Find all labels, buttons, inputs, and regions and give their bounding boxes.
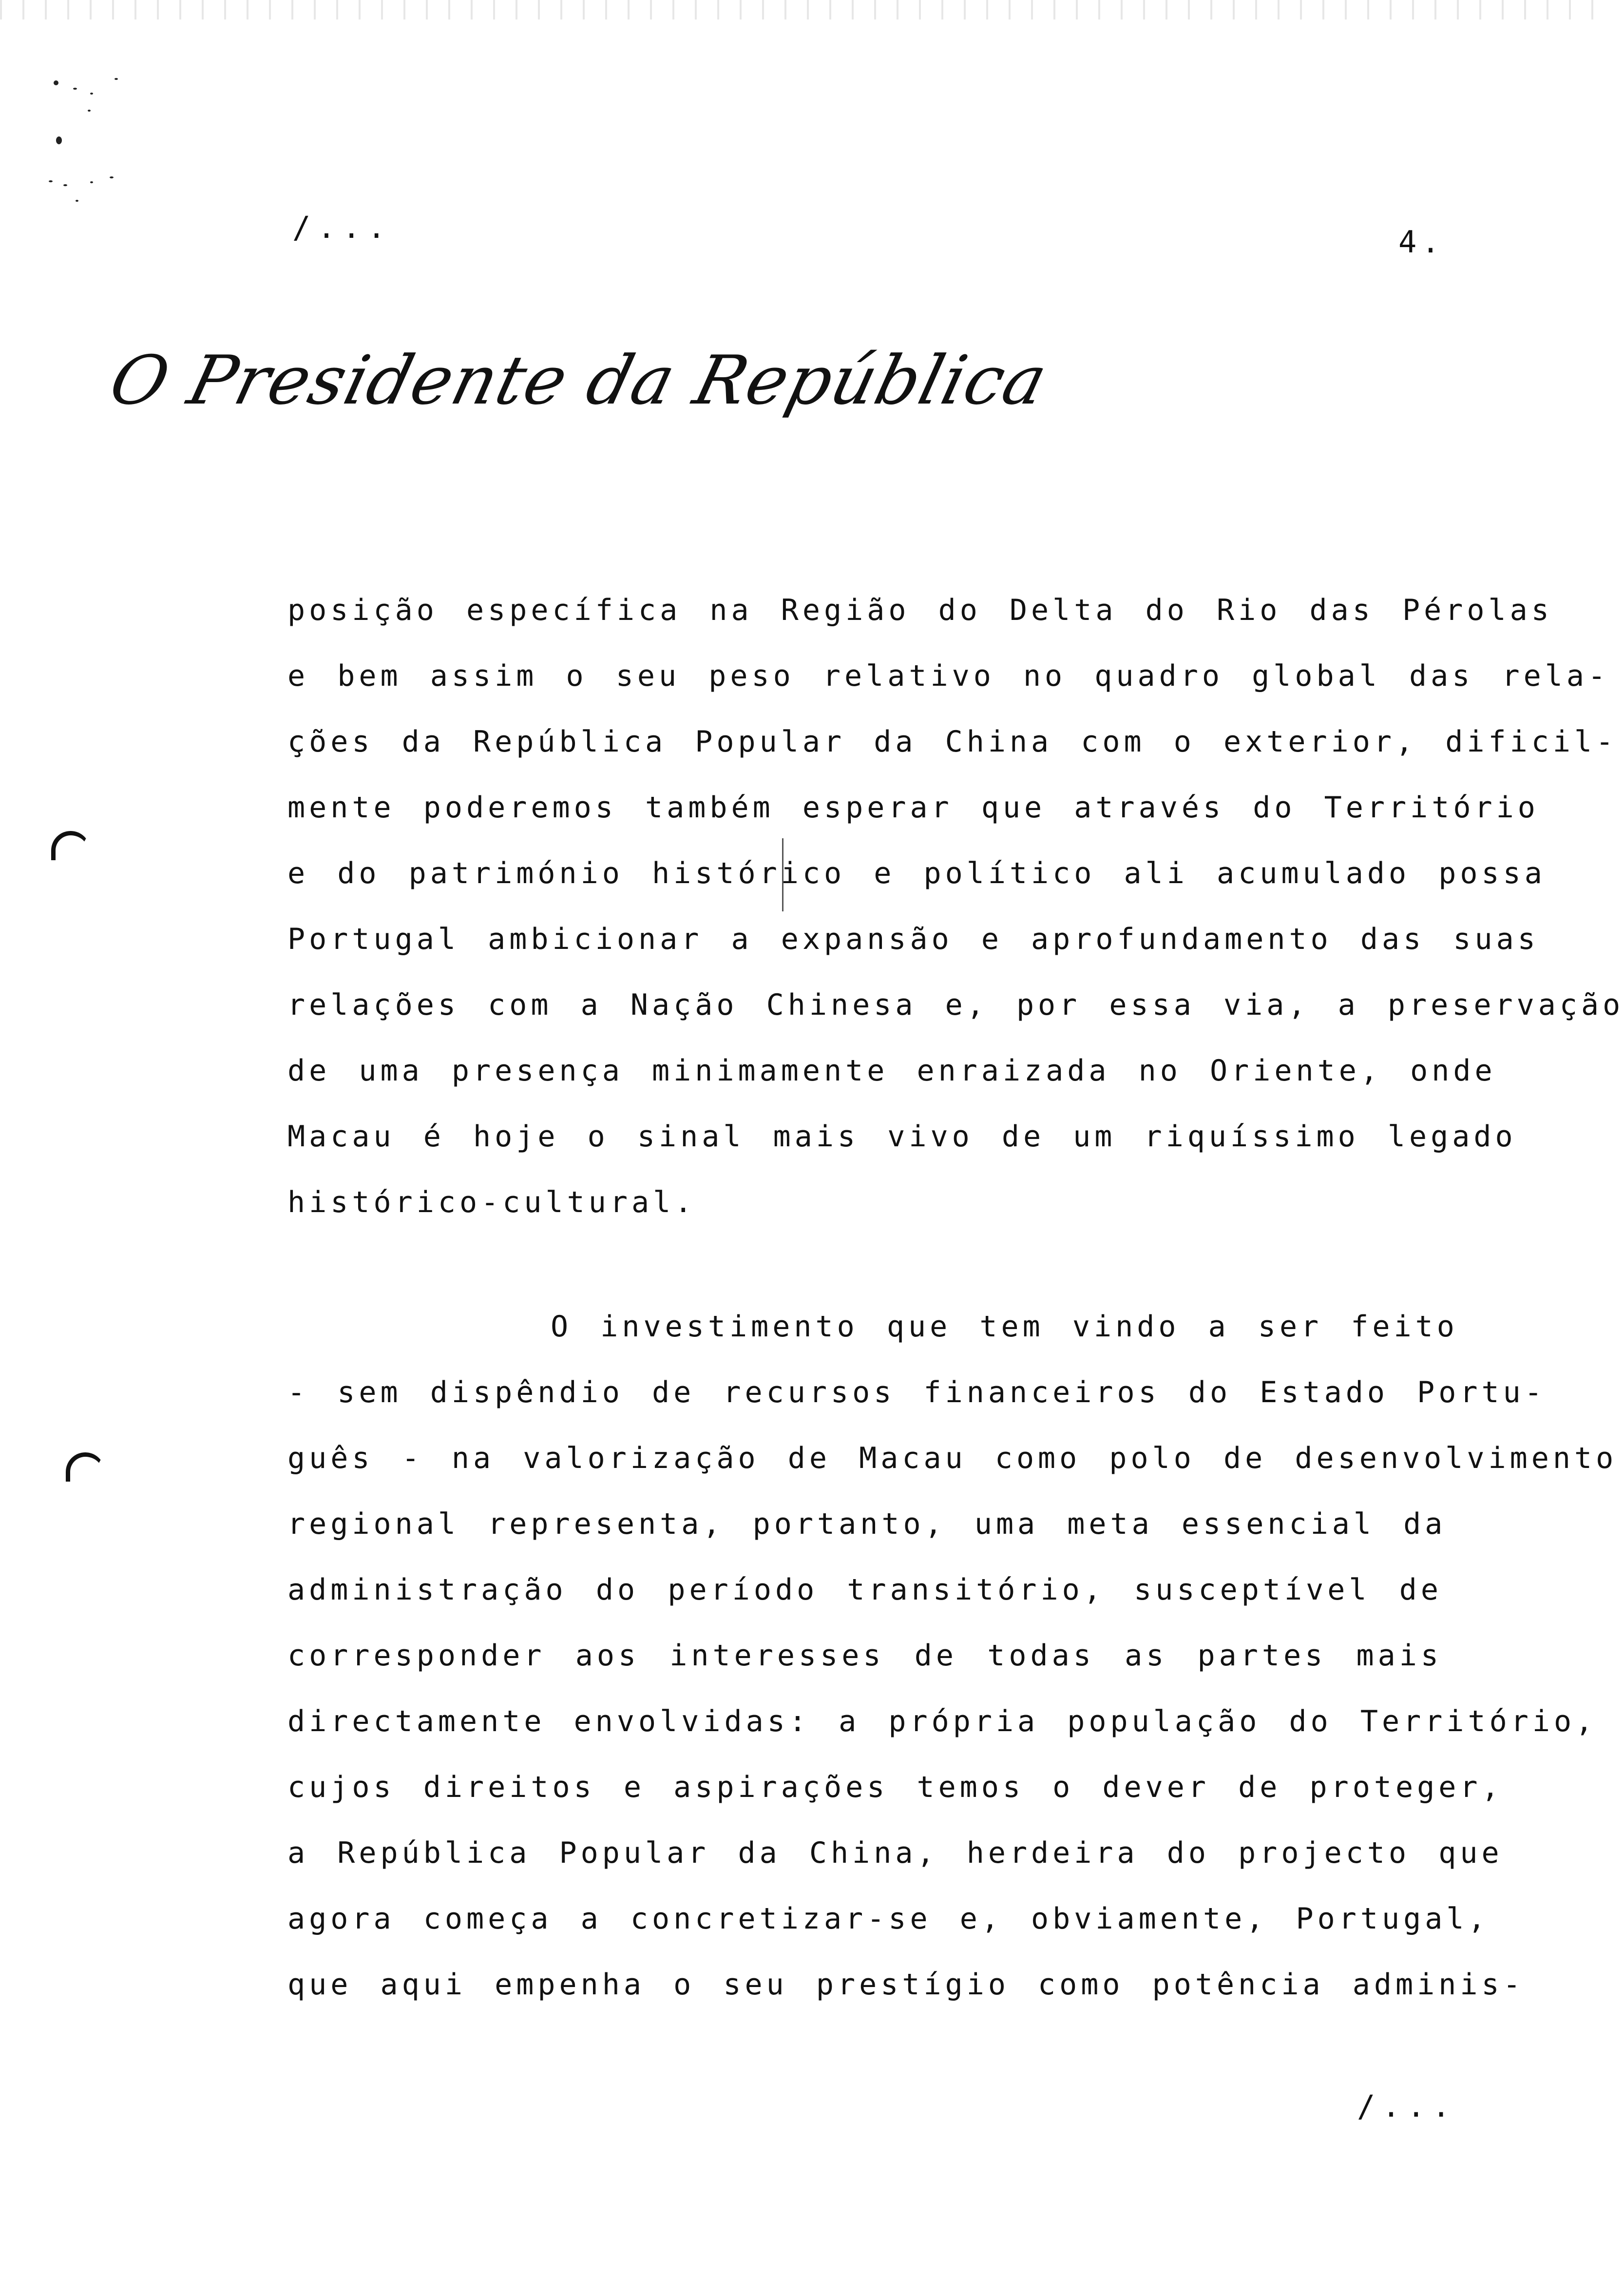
text-line: de uma presença minimamente enraizada no Oriente, onde <box>287 1054 1496 1088</box>
scan-speck <box>110 176 114 178</box>
continuation-mark-bottom: /... <box>1357 2088 1457 2124</box>
text-line: regional representa, portanto, uma meta essencial da <box>287 1507 1447 1541</box>
margin-mark <box>66 1452 105 1482</box>
text-line: Macau é hoje o sinal mais vivo de um riquíssimo legado <box>287 1119 1517 1154</box>
text-line: e do património histórico e político ali acumulado possa <box>287 856 1546 890</box>
scan-noise <box>0 0 1598 19</box>
text-line: Portugal ambicionar a expansão e aprofundamento das suas <box>287 922 1539 956</box>
text-line: a República Popular da China, herdeira do projecto que <box>287 1836 1503 1870</box>
page-number: 4. <box>1398 224 1445 260</box>
scan-speck <box>63 184 67 186</box>
paragraph-2 <box>287 1294 1618 2018</box>
text-line: agora começa a concretizar-se e, obviamente, Portugal, <box>287 1902 1490 1936</box>
text-line: mente poderemos também esperar que através do Território <box>287 791 1539 825</box>
text-line: directamente envolvidas: a própria população do Território, <box>287 1704 1597 1738</box>
text-line: ções da República Popular da China com o exterior, dificil- <box>287 725 1618 759</box>
text-line: e bem assim o seu peso relativo no quadro global das rela- <box>287 659 1610 693</box>
scan-speck <box>88 110 91 112</box>
margin-mark <box>51 831 90 860</box>
scan-speck <box>56 136 62 144</box>
text-line: O investimento que tem vindo a ser feito <box>551 1310 1458 1344</box>
continuation-mark-top: /... <box>292 210 393 245</box>
text-line: relações com a Nação Chinesa e, por essa via, a preservação <box>287 988 1624 1022</box>
scan-speck <box>54 80 58 85</box>
scan-speck <box>73 88 77 90</box>
text-line: corresponder aos interesses de todas as partes mais <box>287 1639 1442 1673</box>
text-line: - sem dispêndio de recursos financeiros do Estado Portu- <box>287 1375 1546 1409</box>
scan-speck <box>90 93 93 95</box>
scan-speck <box>76 200 78 202</box>
text-line: cujos direitos e aspirações temos o dever de proteger, <box>287 1770 1503 1804</box>
paragraph-1 <box>287 578 1624 1235</box>
text-line: guês - na valorização de Macau como polo de desenvolvimento <box>287 1441 1618 1475</box>
text-line: que aqui empenha o seu prestígio como potência adminis- <box>287 1968 1525 2002</box>
text-line: administração do período transitório, susceptível de <box>287 1573 1442 1607</box>
scan-speck <box>115 78 118 80</box>
scan-speck <box>49 180 53 182</box>
letterhead-title: O Presidente da República <box>102 341 1055 420</box>
scan-speck <box>90 181 93 183</box>
text-line: posição específica na Região do Delta do Rio das Pérolas <box>287 593 1553 627</box>
text-line: histórico-cultural. <box>287 1185 696 1219</box>
